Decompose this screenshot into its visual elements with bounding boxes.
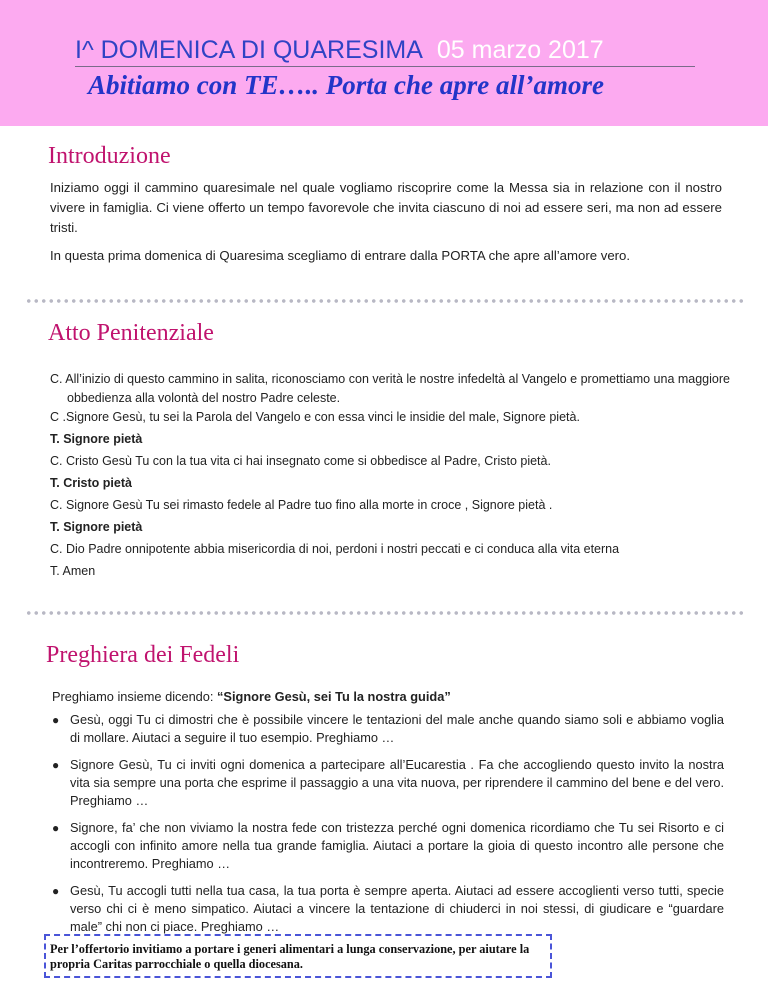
atto-line: C .Signore Gesù, tu sei la Parola del Vangelo e con essa vinci le insidie del male, Signore pietà. <box>50 410 580 424</box>
atto-penitenziale-heading: Atto Penitenziale <box>48 320 214 346</box>
atto-line: T. Signore pietà <box>50 432 143 446</box>
prayer-item <box>52 711 724 747</box>
title-date: 05 marzo 2017 <box>436 36 604 64</box>
prayer-item <box>52 819 724 873</box>
introduzione-heading: Introduzione <box>48 143 171 169</box>
prayer-item <box>52 882 724 936</box>
introduzione-paragraph-2: In questa prima domenica di Quaresima scegliamo di entrare dalla PORTA che apre all’amore vero. <box>50 248 631 263</box>
dotted-divider <box>25 610 745 616</box>
preghiera-heading: Preghiera dei Fedeli <box>46 642 240 668</box>
bullet-icon: ● <box>52 884 60 898</box>
atto-line: C. Dio Padre onnipotente abbia misericordia di noi, perdoni i nostri peccati e ci conduca alla vita eterna <box>50 542 620 556</box>
header-banner <box>0 0 768 126</box>
atto-line: C. All’inizio di questo cammino in salita, riconosciamo con verità le nostre infedeltà al Vangelo e promettiamo una maggiore obbedienza alla volontà del nostro Padre celeste. <box>50 372 730 405</box>
prayer-intro <box>52 689 451 704</box>
page-title <box>75 36 695 67</box>
prayer-item-text: Signore Gesù, Tu ci inviti ogni domenica a partecipare all’Eucarestia . Fa che accogliendo questo invito la nostra vita sia sempre una porta che esprime il passaggio a una vita nuova, per riprendere il cammino del bene e del vero. Preghiamo … <box>70 757 724 808</box>
atto-line: T. Signore pietà <box>50 520 143 534</box>
dotted-divider <box>25 298 745 304</box>
prayer-item-text: Signore, fa’ che non viviamo la nostra fede con tristezza perché ogni domenica ricordiamo che Tu sei Risorto e ci accogli con infinito amore nella tua grande famiglia. Aiutaci a portare la gioia di questo incontro alle persone che incontreremo. Preghiamo … <box>70 820 724 871</box>
prayer-item-text: Gesù, Tu accogli tutti nella tua casa, la tua porta è sempre aperta. Aiutaci ad essere accoglienti verso tutti, specie verso chi ci è meno simpatico. Aiutaci a vincere la tentazione di chiuderci in noi stessi, di giudicare e “guardare male” chi non ci piace. Preghiamo … <box>70 883 724 934</box>
title-text: I^ DOMENICA DI QUARESIMA <box>75 36 423 64</box>
prayer-intro-text: Preghiamo insieme dicendo: <box>52 689 218 704</box>
bullet-icon: ● <box>52 713 60 727</box>
bullet-icon: ● <box>52 821 60 835</box>
offertorio-notice: Per l’offertorio invitiamo a portare i generi alimentari a lunga conservazione, per aiutare la propria Caritas parrocchiale o quella diocesana. <box>44 934 552 978</box>
prayer-item-text: Gesù, oggi Tu ci dimostri che è possibile vincere le tentazioni del male anche quando siamo soli e abbiamo voglia di mollare. Aiutaci a seguire il tuo esempio. Preghiamo … <box>70 712 724 745</box>
atto-line: C. Signore Gesù Tu sei rimasto fedele al Padre tuo fino alla morte in croce , Signore pietà . <box>50 498 553 512</box>
atto-line: C. Cristo Gesù Tu con la tua vita ci hai insegnato come si obbedisce al Padre, Cristo pietà. <box>50 454 551 468</box>
introduzione-paragraph-1: Iniziamo oggi il cammino quaresimale nel quale vogliamo riscoprire come la Messa sia in relazione con il nostro vivere in famiglia. Ci viene offerto un tempo favorevole che invita ciascuno di noi ad essere seri, ma non ad essere tristi. <box>50 180 722 235</box>
atto-line: T. Cristo pietà <box>50 476 132 490</box>
prayer-item <box>52 756 724 810</box>
atto-line: T. Amen <box>50 564 96 578</box>
prayer-response: “Signore Gesù, sei Tu la nostra guida” <box>217 689 451 704</box>
bullet-icon: ● <box>52 758 60 772</box>
page-subtitle: Abitiamo con TE….. Porta che apre all’amore <box>88 70 604 100</box>
prayer-list <box>52 711 724 945</box>
